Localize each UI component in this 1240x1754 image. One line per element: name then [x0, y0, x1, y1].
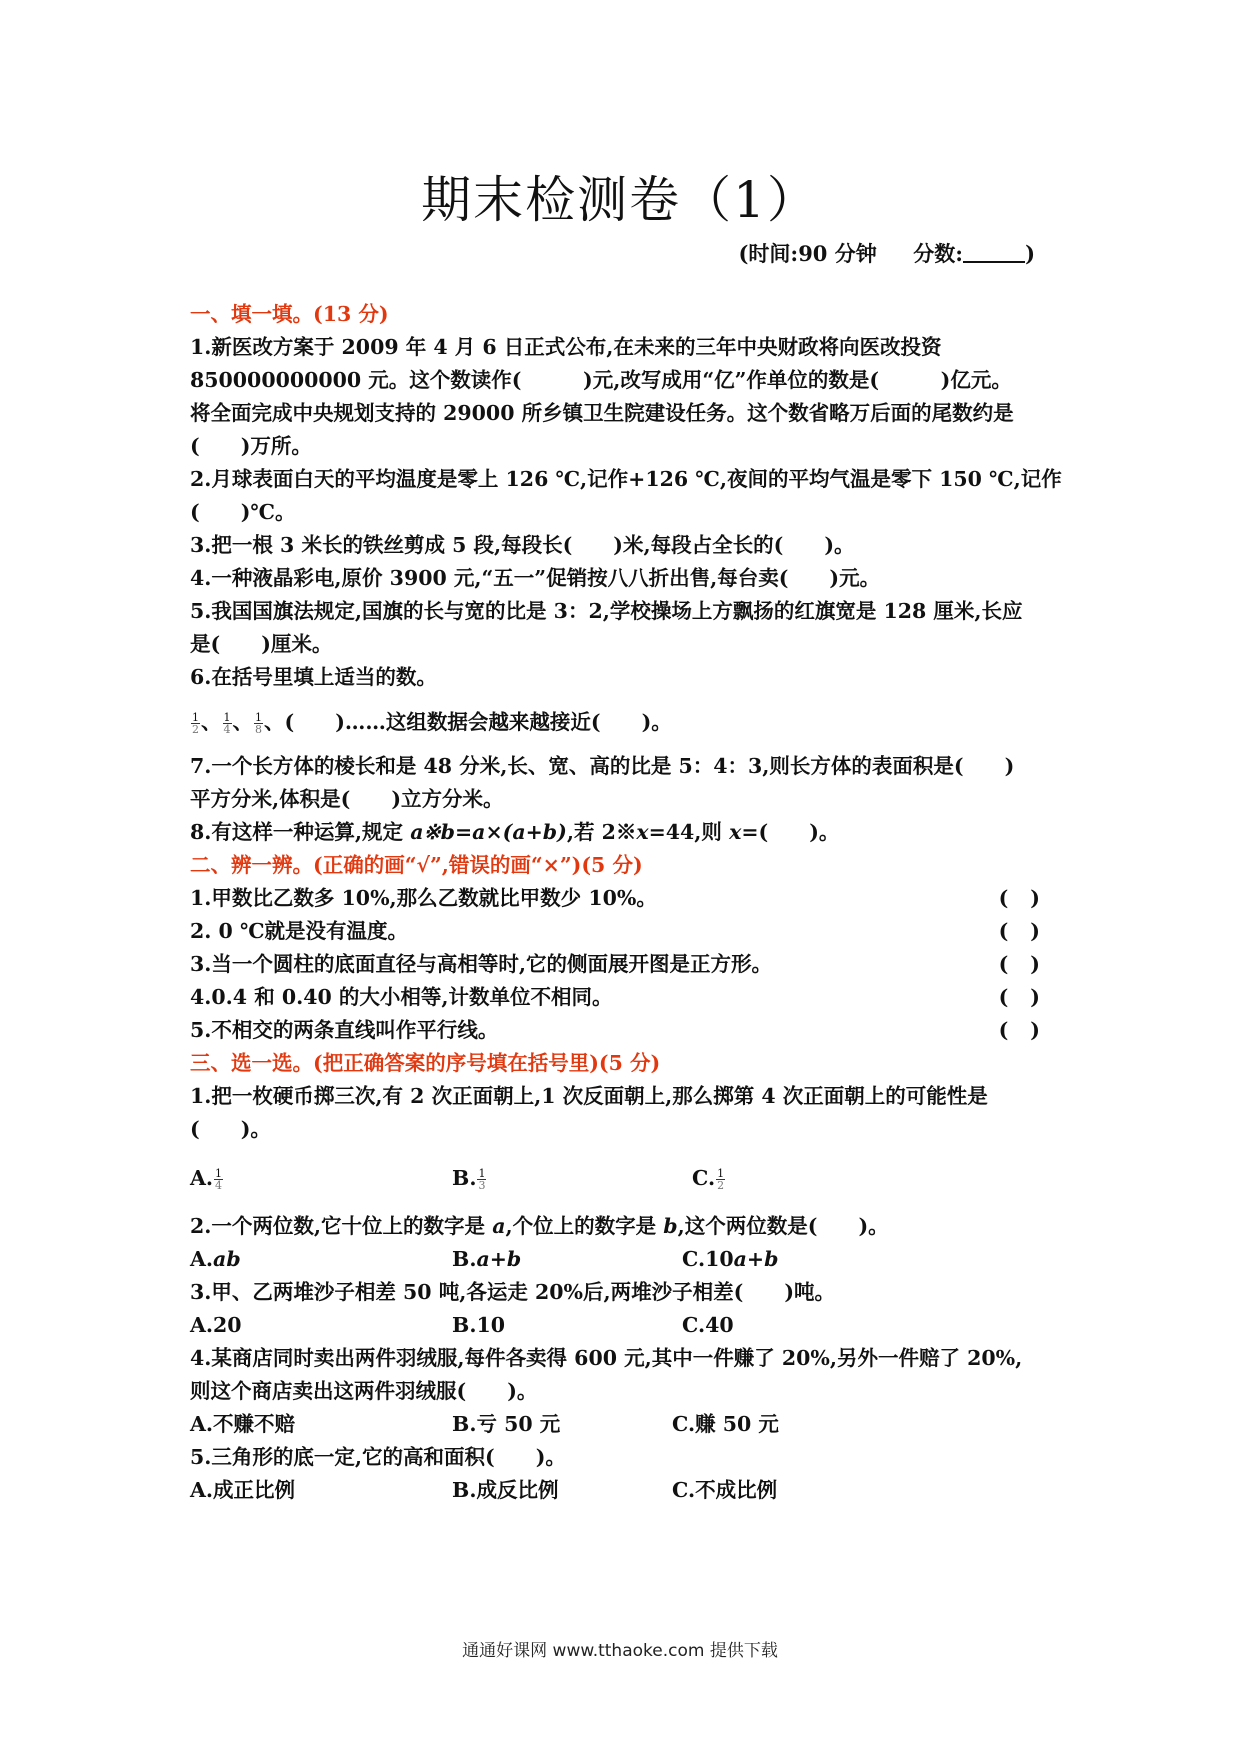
option-value: ab: [213, 1247, 241, 1271]
judge-text: 5.不相交的两条直线叫作平行线。: [190, 1018, 499, 1042]
question-3-4-options: [190, 1408, 1070, 1441]
time-label: (时间:90 分钟: [738, 241, 877, 266]
question-1-2-line-2: ( )℃。: [190, 500, 296, 524]
score-blank[interactable]: [963, 243, 1025, 263]
fraction: [477, 1168, 486, 1191]
fraction: [214, 1168, 223, 1191]
q32-mid: ,个位上的数字是: [505, 1214, 664, 1238]
question-1-5-line-1: 5.我国国旗法规定,国旗的长与宽的比是 3：2,学校操场上方飘扬的红旗宽是 128 厘米,长应: [190, 599, 1023, 623]
option-c[interactable]: C.不成比例: [672, 1478, 778, 1502]
option-b[interactable]: B.10: [452, 1313, 505, 1337]
fraction-numerator: 1: [215, 1167, 223, 1180]
fraction-denominator: 8: [255, 723, 262, 736]
question-1-6-text: 、( )……这组数据会越来越接近( )。: [264, 710, 672, 734]
fraction-numerator: 1: [255, 711, 262, 724]
question-3-1-line-2: ( )。: [190, 1117, 271, 1141]
option-c[interactable]: C.赚 50 元: [672, 1412, 779, 1436]
q8-formula: a※b=a×(a+b): [410, 820, 567, 844]
section-1-header: 一、填一填。(13 分): [190, 302, 389, 326]
q32-b: b: [663, 1214, 678, 1238]
option-c[interactable]: [692, 1158, 726, 1198]
q8-post: =44,则: [648, 820, 730, 844]
question-1-1-line-2: 850000000000 元。这个数读作( )元,改写成用“亿”作单位的数是( )亿元。: [190, 368, 1012, 392]
exam-content: [190, 298, 1070, 1507]
question-3-1-options: [190, 1158, 1070, 1198]
question-1-2-line-1: 2.月球表面白天的平均温度是零上 126 ℃,记作+126 ℃,夜间的平均气温是零下 150 ℃,记作: [190, 467, 1062, 491]
question-1-3: 3.把一根 3 米长的铁丝剪成 5 段,每段长( )米,每段占全长的( )。: [190, 533, 855, 557]
question-3-3: 3.甲、乙两堆沙子相差 50 吨,各运走 20%后,两堆沙子相差( )吨。: [190, 1280, 836, 1304]
judge-text: 1.甲数比乙数多 10%,那么乙数就比甲数少 10%。: [190, 886, 657, 910]
option-c[interactable]: [682, 1243, 778, 1276]
question-1-7-line-1: 7.一个长方体的棱长和是 48 分米,长、宽、高的比是 5：4：3,则长方体的表面积是( ): [190, 754, 1015, 778]
option-c[interactable]: C.40: [682, 1313, 734, 1337]
section-2-header: 二、辨一辨。(正确的画“√”,错误的画“×”)(5 分): [190, 853, 643, 877]
question-1-6-line-1: 6.在括号里填上适当的数。: [190, 665, 437, 689]
judge-item: [190, 981, 1070, 1014]
question-3-4-line-2: 则这个商店卖出这两件羽绒服( )。: [190, 1379, 538, 1403]
judge-item: [190, 882, 1070, 915]
question-1-8: [190, 816, 1070, 849]
question-3-5: 5.三角形的底一定,它的高和面积( )。: [190, 1445, 566, 1469]
answer-paren[interactable]: (): [998, 1018, 1062, 1042]
answer-paren[interactable]: (): [998, 952, 1062, 976]
option-a[interactable]: A.20: [190, 1313, 242, 1337]
option-b[interactable]: [452, 1158, 692, 1198]
judge-item: [190, 915, 1070, 948]
option-label: C.: [692, 1166, 716, 1190]
question-3-1-line-1: 1.把一枚硬币掷三次,有 2 次正面朝上,1 次反面朝上,那么掷第 4 次正面朝上的可能性是: [190, 1084, 988, 1108]
option-a[interactable]: A.不赚不赔: [190, 1412, 296, 1436]
meta-close: ): [1025, 241, 1035, 266]
question-1-1-line-1: 1.新医改方案于 2009 年 4 月 6 日正式公布,在未来的三年中央财政将向医改投资: [190, 335, 942, 359]
fraction-denominator: 4: [223, 723, 231, 736]
fraction-numerator: 1: [223, 711, 231, 724]
question-1-4: 4.一种液晶彩电,原价 3900 元,“五一”促销按八八折出售,每台卖( )元。: [190, 566, 881, 590]
q8-x2: x: [729, 820, 742, 844]
question-3-2-options: [190, 1243, 1070, 1276]
option-b[interactable]: B.亏 50 元: [452, 1412, 561, 1436]
question-3-2: [190, 1210, 1070, 1243]
judge-text: 4.0.4 和 0.40 的大小相等,计数单位不相同。: [190, 985, 613, 1009]
question-3-4-line-1: 4.某商店同时卖出两件羽绒服,每件各卖得 600 元,其中一件赚了 20%,另外一件赔了 20%,: [190, 1346, 1023, 1370]
fraction: [191, 712, 200, 735]
exam-meta: [739, 238, 1036, 268]
judge-text: 2. 0 ℃就是没有温度。: [190, 919, 409, 943]
q8-pre: 8.有这样一种运算,规定: [190, 820, 411, 844]
question-1-6-line-2: [190, 702, 1070, 742]
question-1-5-line-2: 是( )厘米。: [190, 632, 333, 656]
fraction-denominator: 2: [192, 723, 199, 736]
judge-item: [190, 1014, 1070, 1047]
question-1-1-line-3: 将全面完成中央规划支持的 29000 所乡镇卫生院建设任务。这个数省略万后面的尾数约是: [190, 401, 1014, 425]
question-3-3-options: [190, 1309, 1070, 1342]
option-a[interactable]: A.成正比例: [190, 1478, 296, 1502]
fraction: [716, 1168, 725, 1191]
q32-a: a: [492, 1214, 506, 1238]
separator: 、: [232, 710, 253, 734]
separator: 、: [201, 710, 222, 734]
option-label: A.: [190, 1166, 214, 1190]
answer-paren[interactable]: (): [998, 919, 1062, 943]
answer-paren[interactable]: (): [998, 886, 1062, 910]
section-3-header: 三、选一选。(把正确答案的序号填在括号里)(5 分): [190, 1051, 661, 1075]
fraction-numerator: 1: [717, 1167, 725, 1180]
answer-paren[interactable]: (): [998, 985, 1062, 1009]
option-b[interactable]: [452, 1243, 682, 1276]
judge-text: 3.当一个圆柱的底面直径与高相等时,它的侧面展开图是正方形。: [190, 952, 773, 976]
fraction-denominator: 2: [717, 1179, 725, 1192]
q32-post: ,这个两位数是( )。: [677, 1214, 889, 1238]
fraction-numerator: 1: [192, 711, 199, 724]
q8-x: x: [636, 820, 649, 844]
fraction: [223, 712, 232, 735]
fraction-numerator: 1: [478, 1167, 486, 1180]
page-title: 期末检测卷（1）: [421, 171, 819, 229]
question-1-7-line-2: 平方分米,体积是( )立方分米。: [190, 787, 504, 811]
fraction-denominator: 3: [478, 1179, 486, 1192]
question-3-5-options: [190, 1474, 1070, 1507]
option-label: B.: [452, 1247, 477, 1271]
option-label: B.: [452, 1166, 477, 1190]
question-1-1-line-4: ( )万所。: [190, 434, 312, 458]
option-a[interactable]: [190, 1158, 452, 1198]
option-b[interactable]: B.成反比例: [452, 1478, 559, 1502]
option-value: a+b: [476, 1247, 522, 1271]
option-value: a+b: [733, 1247, 779, 1271]
q8-end: =( )。: [741, 820, 840, 844]
option-a[interactable]: [190, 1243, 452, 1276]
q32-pre: 2.一个两位数,它十位上的数字是: [190, 1214, 493, 1238]
option-label: C.10: [682, 1247, 734, 1271]
option-label: A.: [190, 1247, 214, 1271]
score-label: 分数:: [913, 241, 964, 266]
fraction-denominator: 4: [215, 1179, 223, 1192]
fraction: [254, 712, 263, 735]
q8-mid: ,若 2※: [566, 820, 637, 844]
judge-item: [190, 948, 1070, 981]
footer-credit: 通通好课网 www.tthaoke.com 提供下载: [462, 1641, 778, 1661]
